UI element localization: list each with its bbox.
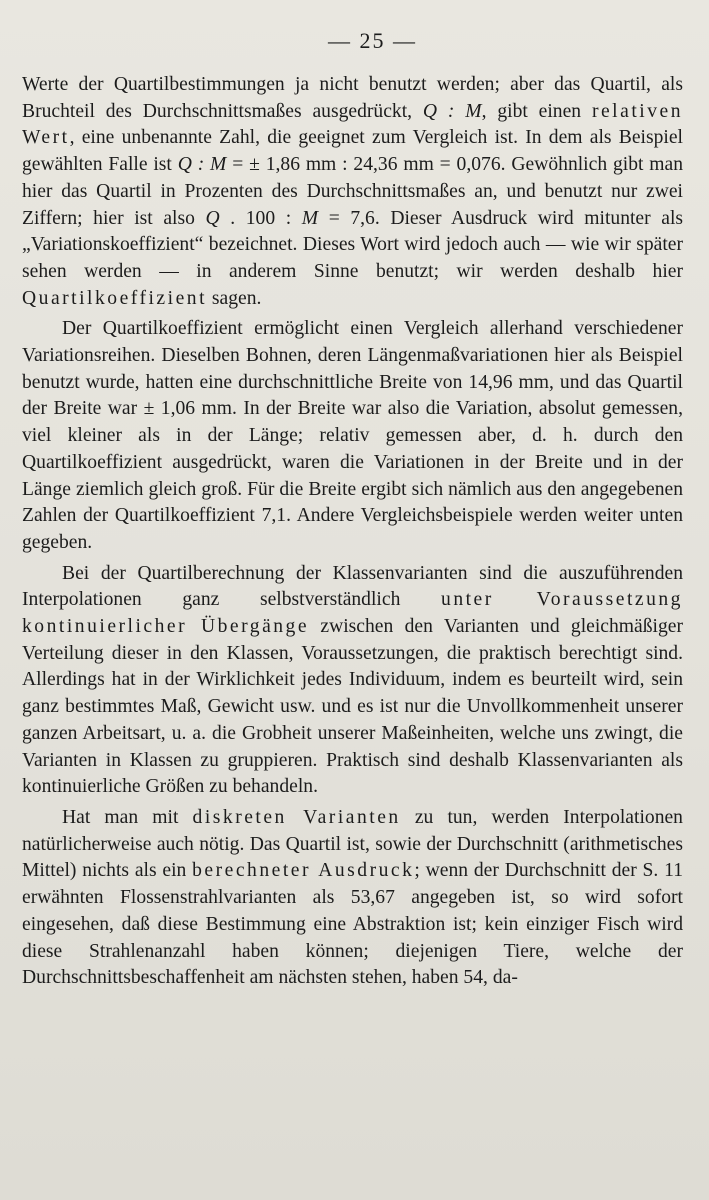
formula-q-m-2: Q : M xyxy=(177,154,227,176)
paragraph-vergleich: Der Quartilkoeffizient ermöglicht einen Vergleich allerhand verschiedener Variationsreihen. Dieselben Bohnen, deren Längenmaßvariationen hier als Beispiel benutzt wurde, hatten eine durchschnittliche Breite von 14,96 mm, und das Quartil der Breite war ± 1,06 mm. In der Breite war also die Variation, absolut gemessen, viel kleiner als in der Länge; relativ gemessen aber, d. h. durch den Quartilkoeffizient ausgedrückt, waren die Variationen in der Breite und in der Länge ziemlich gleich groß. Für die Breite ergibt sich nämlich aus den angegebenen Zahlen der Quartilkoeffizient 7,1. Andere Vergleichsbeispiele werden weiter unten gegeben. xyxy=(22,318,683,553)
paragraph-diskrete-varianten xyxy=(22,805,683,992)
text-run: ; wenn der Durchschnitt der S. 11 erwähnten Flossenstrahlvarianten als 53,67 angegeben ist, so wird sofort eingesehen, daß diese Bestimmung eine Abstraktion ist; kein einziger Fisch wird diese Strahlenanzahl haben können; diejenigen Tiere, welche der Durchschnittsbeschaffenheit am nächsten stehen, haben 54, da- xyxy=(22,860,683,989)
text-run: zu tun, werden Interpolationen natürlicherweise auch nötig. Das Quartil ist, sowie der Durchschnitt (arithmetisches Mittel) nichts als ein xyxy=(22,806,683,882)
text-run: zwischen den Varianten und gleichmäßiger Verteilung dieser in den Klassen, Voraussetzungen, die praktisch berechtigt sind. Allerdings hat in der Wirklichkeit jedes Individuum, indem es beurteilt wird, sein ganz bestimmtes Maß, Gewicht usw. und es ist nur die Unvollkommenheit unserer ganzen Arbeitsart, u. a. die Grobheit unserer Maßeinheiten, welche uns zwingt, die Varianten in Klassen zu gruppieren. Praktisch sind deshalb Klassenvarianten als kontinuierliche Größen zu behandeln. xyxy=(22,616,683,798)
paragraph-quartil-relative xyxy=(22,72,683,312)
emphasis-voraussetzung: unter Voraussetzung kontinuierlicher Übergänge xyxy=(22,589,683,638)
text-run: Bei der Quartilberechnung der Klassenvarianten sind die auszuführenden Interpolationen ganz selbstverständlich xyxy=(22,562,683,611)
text-run: Hat man mit xyxy=(62,806,193,828)
emphasis-diskreten-varianten: diskreten Varianten xyxy=(192,806,401,828)
emphasis-quartilkoeffizient: Quartilkoeffizient xyxy=(22,287,208,309)
page-number: — 25 — xyxy=(328,28,417,53)
text-run: = ± 1,86 mm : 24,36 mm = 0,076. Gewöhnlich gibt man hier das Quartil in Prozenten des Durchschnittsmaßes an, und benutzt nur zwei Ziffern; hier ist also xyxy=(22,154,684,229)
formula-q: Q xyxy=(205,207,220,229)
emphasis-relativen-wert: relativen Wert xyxy=(22,100,683,149)
text-run: , gibt einen xyxy=(481,100,592,122)
formula-m: M xyxy=(301,207,319,229)
text-run: = 7,6. Dieser Ausdruck wird mitunter als „Variationskoeffizient“ bezeichnet. Dieses Wort wird jedoch auch — wie wir später sehen werden — in anderem Sinne benutzt; wir werden deshalb hier xyxy=(22,207,684,282)
text-run: sagen. xyxy=(207,287,262,309)
paragraph-klassenvarianten xyxy=(22,561,683,801)
emphasis-berechneter-ausdruck: berechneter Ausdruck xyxy=(192,860,415,882)
text-run: , eine unbenannte Zahl, die geeignet zum Vergleich ist. In dem als Beispiel gewählten Falle ist xyxy=(22,127,683,176)
text-run: . 100 : xyxy=(219,207,302,229)
body-text xyxy=(22,72,683,992)
text-run: Werte der Quartilbestimmungen ja nicht benutzt werden; aber das Quartil, als Bruchteil des Durchschnittsmaßes ausgedrückt, xyxy=(22,74,683,122)
formula-q-m: Q : M xyxy=(422,100,482,122)
